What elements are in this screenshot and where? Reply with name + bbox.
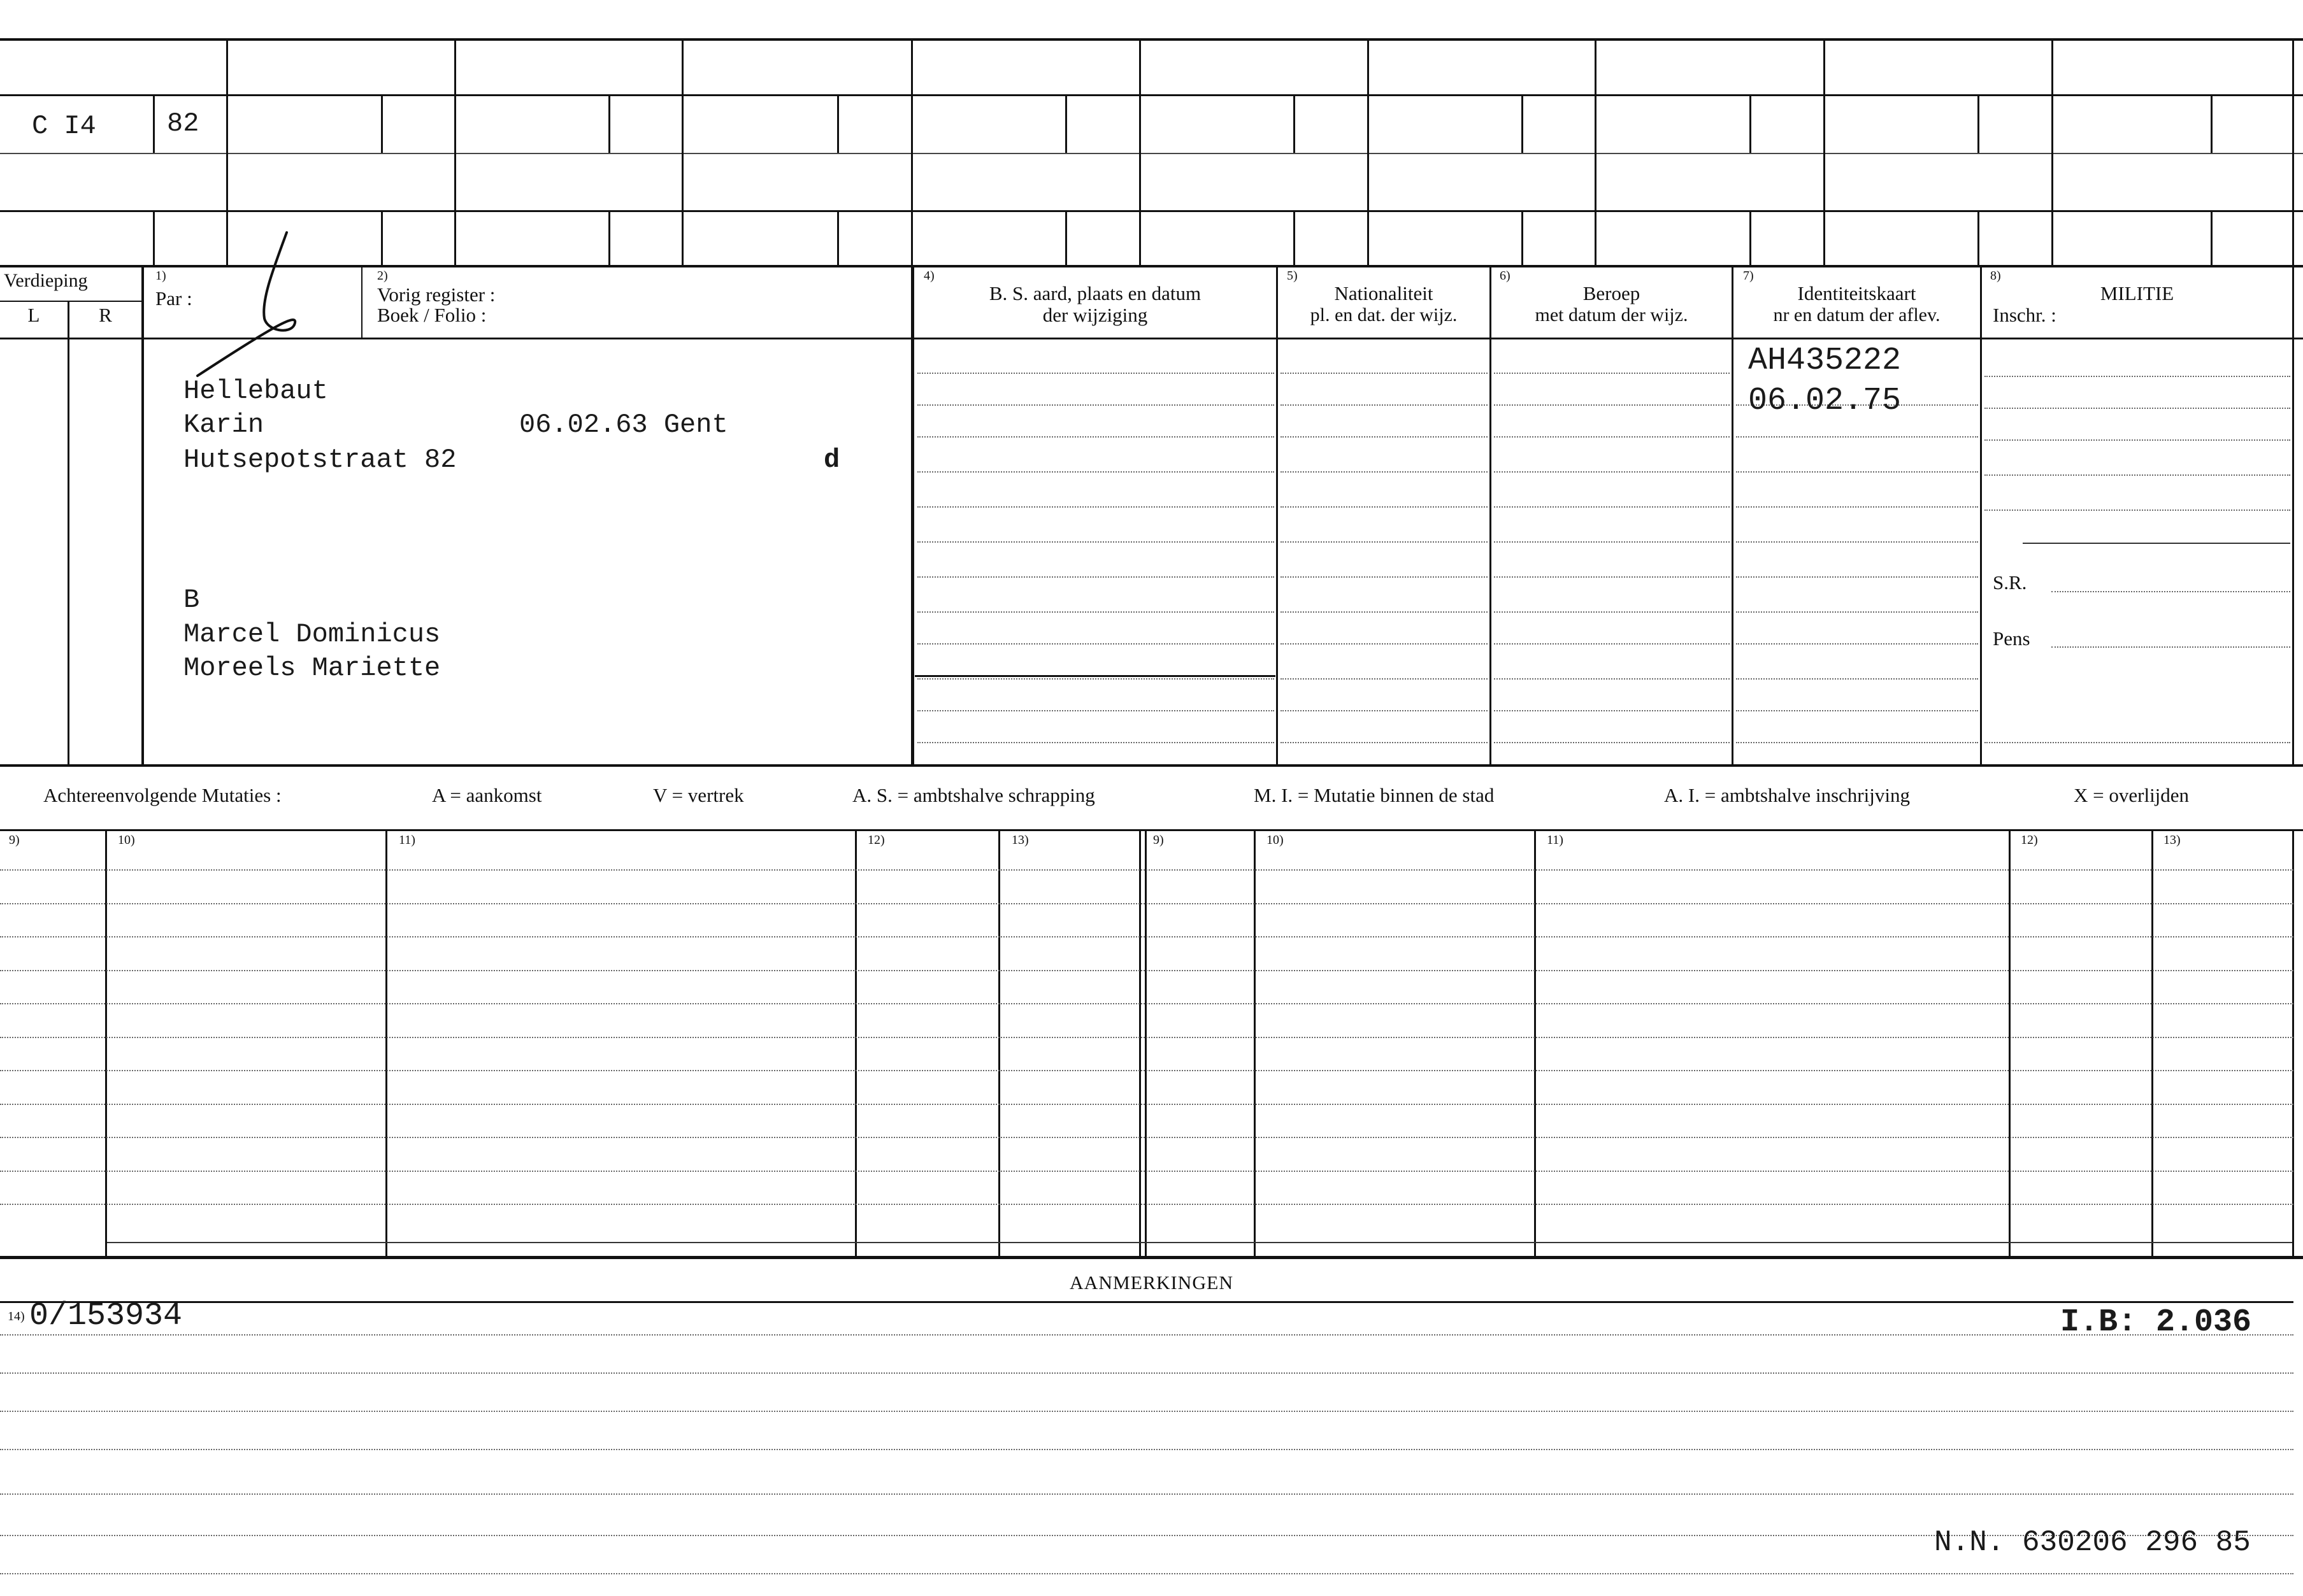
field-number: 1) [155, 269, 166, 283]
rule [837, 211, 839, 266]
rule [1494, 471, 1730, 473]
rule [0, 1070, 2293, 1071]
rule [2292, 266, 2294, 766]
rule [1736, 678, 1978, 680]
rule [1139, 830, 1141, 1256]
legend-ambtshalve-schrapping: A. S. = ambtshalve schrapping [852, 784, 1095, 806]
column-number: 13) [1012, 833, 1029, 847]
rule [2051, 646, 2290, 648]
rule [1494, 611, 1730, 613]
rule [1293, 211, 1295, 266]
rule [1984, 439, 2290, 441]
vorig-register-label: Vorig register : [377, 283, 496, 306]
rule [0, 1204, 2293, 1205]
bs-label: B. S. aard, plaats en datum [989, 282, 1202, 304]
left-label: L [27, 304, 40, 326]
rule [608, 96, 610, 153]
rule [1749, 96, 1751, 153]
rule [361, 266, 362, 339]
rule [0, 1171, 2293, 1172]
rule [0, 1104, 2293, 1105]
verdieping-label: Verdieping [4, 270, 88, 291]
rule [1276, 266, 1278, 766]
rule [917, 373, 1274, 374]
rule [2292, 830, 2294, 1256]
right-label: R [99, 304, 112, 326]
rule [1494, 678, 1730, 680]
rule [2051, 591, 2290, 592]
rule [0, 338, 2303, 339]
rule [911, 266, 914, 766]
legend-ambtshalve-inschrijving: A. I. = ambtshalve inschrijving [1664, 784, 1910, 806]
rule [1494, 742, 1730, 743]
rule [0, 1573, 2293, 1574]
rule [1139, 39, 1141, 266]
grid-number: 82 [167, 108, 199, 139]
par-label: Par : [155, 287, 192, 310]
rule [917, 506, 1274, 508]
rule [855, 830, 857, 1256]
rule [1281, 471, 1488, 473]
rule [998, 830, 1000, 1256]
rule [1281, 436, 1488, 438]
rule [1494, 506, 1730, 508]
rule [2009, 830, 2011, 1256]
column-number: 12) [868, 833, 885, 847]
rule [1494, 404, 1730, 406]
rule [1736, 611, 1978, 613]
rule [1736, 576, 1978, 578]
remarks-reference: 0/153934 [29, 1298, 183, 1334]
idcard-number: AH435222 [1748, 343, 1902, 379]
boek-folio-label: Boek / Folio : [377, 304, 487, 326]
rule [1281, 541, 1488, 543]
rule [1977, 211, 1979, 266]
rule [0, 210, 2303, 212]
pens-label: Pens [1993, 627, 2030, 650]
rule [917, 576, 1274, 578]
rule [1293, 96, 1295, 153]
rule [915, 675, 1275, 677]
rule [1984, 408, 2290, 409]
rule [1823, 39, 1825, 266]
rule [1736, 742, 1978, 743]
rule [0, 903, 2293, 904]
rule [1494, 541, 1730, 543]
rule [153, 211, 155, 266]
grid-code: C I4 [32, 111, 96, 141]
field-number: 2) [377, 269, 388, 283]
legend-title: Achtereenvolgende Mutaties : [43, 784, 282, 806]
rule [0, 38, 2303, 41]
rule [141, 266, 144, 766]
field-number: 8) [1990, 269, 2001, 283]
rule [917, 710, 1274, 711]
rule [1367, 39, 1369, 266]
rule [385, 830, 387, 1256]
person-sex: d [824, 445, 840, 475]
rule [0, 153, 2303, 154]
column-number: 10) [1266, 833, 1284, 847]
column-number: 9) [1153, 833, 1164, 847]
rule [911, 39, 913, 266]
rule [454, 39, 456, 266]
rule [105, 830, 107, 1256]
column-number: 11) [399, 833, 415, 847]
rule [1736, 436, 1978, 438]
identiteitskaart-label: Identiteitskaart [1797, 282, 1916, 304]
rule [1732, 266, 1733, 766]
rule [0, 1411, 2293, 1412]
rule [0, 265, 2303, 267]
rule [0, 1256, 2303, 1259]
rule [1281, 678, 1488, 680]
rule [1065, 96, 1067, 153]
rule [1494, 576, 1730, 578]
rule [1749, 211, 1751, 266]
person-street: Hutsepotstraat 82 [183, 445, 457, 475]
rule [381, 211, 383, 266]
rule [1736, 506, 1978, 508]
remarks-title: AANMERKINGEN [1070, 1272, 1233, 1293]
beroep-label: Beroep [1582, 282, 1640, 304]
column-number: 13) [2163, 833, 2181, 847]
rule [1281, 506, 1488, 508]
nationaliteit-label: Nationaliteit [1334, 282, 1433, 304]
rule [2292, 39, 2294, 266]
column-number: 11) [1547, 833, 1563, 847]
field-number: 5) [1287, 269, 1298, 283]
bs-sublabel: der wijziging [1042, 304, 1148, 326]
rule [917, 643, 1274, 645]
rule [107, 1242, 2292, 1243]
rule [1736, 710, 1978, 711]
rule [1281, 643, 1488, 645]
rule [2211, 211, 2213, 266]
field-number: 14) [8, 1309, 25, 1323]
person-birth: 06.02.63 Gent [519, 410, 728, 440]
legend-mutatie-binnen-stad: M. I. = Mutatie binnen de stad [1254, 784, 1495, 806]
rule [1977, 96, 1979, 153]
rule [1281, 373, 1488, 374]
rule [2023, 543, 2290, 544]
remarks-ib: I.B: 2.036 [2060, 1304, 2252, 1341]
rule [0, 1449, 2293, 1450]
rule [68, 301, 69, 766]
nationaliteit-sublabel: pl. en dat. der wijz. [1310, 304, 1458, 325]
field-number: 7) [1743, 269, 1754, 283]
rule [0, 1037, 2293, 1038]
rule [1281, 404, 1488, 406]
rule [1281, 611, 1488, 613]
rule [682, 39, 684, 266]
rule [0, 1301, 2293, 1303]
rule [917, 678, 1274, 680]
rule [0, 936, 2293, 937]
legend-overlijden: X = overlijden [2074, 784, 2190, 806]
rule [1984, 509, 2290, 511]
rule [0, 970, 2293, 971]
rule [0, 301, 141, 302]
rule [1281, 576, 1488, 578]
rule [153, 96, 155, 153]
rule [1281, 742, 1488, 743]
legend-vertrek: V = vertrek [653, 784, 744, 806]
rule [1984, 742, 2290, 743]
rule [0, 1137, 2293, 1138]
column-number: 9) [9, 833, 20, 847]
idcard-date: 06.02.75 [1748, 383, 1902, 419]
rule [0, 1493, 2293, 1495]
rule [1984, 474, 2290, 476]
sr-label: S.R. [1993, 571, 2027, 594]
rule [1736, 541, 1978, 543]
rule [1494, 643, 1730, 645]
rule [917, 436, 1274, 438]
rule [0, 1003, 2293, 1004]
rule [1736, 643, 1978, 645]
rule [2051, 39, 2053, 266]
inschr-label: Inschr. : [1993, 304, 2056, 326]
field-number: 4) [924, 269, 935, 283]
rule [0, 94, 2303, 96]
nn-number: N.N. 630206 296 85 [1934, 1526, 2251, 1559]
rule [2211, 96, 2213, 153]
rule [1984, 376, 2290, 377]
rule [1065, 211, 1067, 266]
rule [1980, 266, 1982, 766]
rule [1489, 266, 1491, 766]
person-father: Marcel Dominicus [183, 619, 441, 650]
rule [1254, 830, 1256, 1256]
militie-label: MILITIE [2100, 282, 2174, 304]
identiteitskaart-sublabel: nr en datum der aflev. [1773, 304, 1941, 325]
rule [1494, 710, 1730, 711]
rule [837, 96, 839, 153]
rule [1521, 96, 1523, 153]
rule [1534, 830, 1536, 1256]
rule [1494, 436, 1730, 438]
rule [1281, 710, 1488, 711]
legend-aankomst: A = aankomst [432, 784, 542, 806]
handwritten-mark [185, 229, 319, 382]
rule [381, 96, 383, 153]
rule [608, 211, 610, 266]
rule [0, 829, 2303, 831]
rule [0, 1372, 2293, 1374]
column-number: 12) [2021, 833, 2038, 847]
rule [917, 611, 1274, 613]
rule [1595, 39, 1596, 266]
rule [1521, 211, 1523, 266]
column-number: 10) [118, 833, 135, 847]
field-number: 6) [1500, 269, 1510, 283]
rule [1736, 471, 1978, 473]
person-letter: B [183, 585, 200, 615]
rule [917, 404, 1274, 406]
rule [0, 869, 2293, 871]
rule [917, 471, 1274, 473]
beroep-sublabel: met datum der wijz. [1535, 304, 1688, 325]
rule [1494, 373, 1730, 374]
rule [917, 742, 1274, 743]
rule [0, 764, 2303, 767]
person-surname: Hellebaut [183, 376, 328, 406]
rule [2151, 830, 2153, 1256]
person-firstname: Karin [183, 410, 264, 440]
person-mother: Moreels Mariette [183, 653, 441, 683]
rule [1145, 830, 1147, 1256]
rule [0, 1334, 2293, 1336]
rule [917, 541, 1274, 543]
